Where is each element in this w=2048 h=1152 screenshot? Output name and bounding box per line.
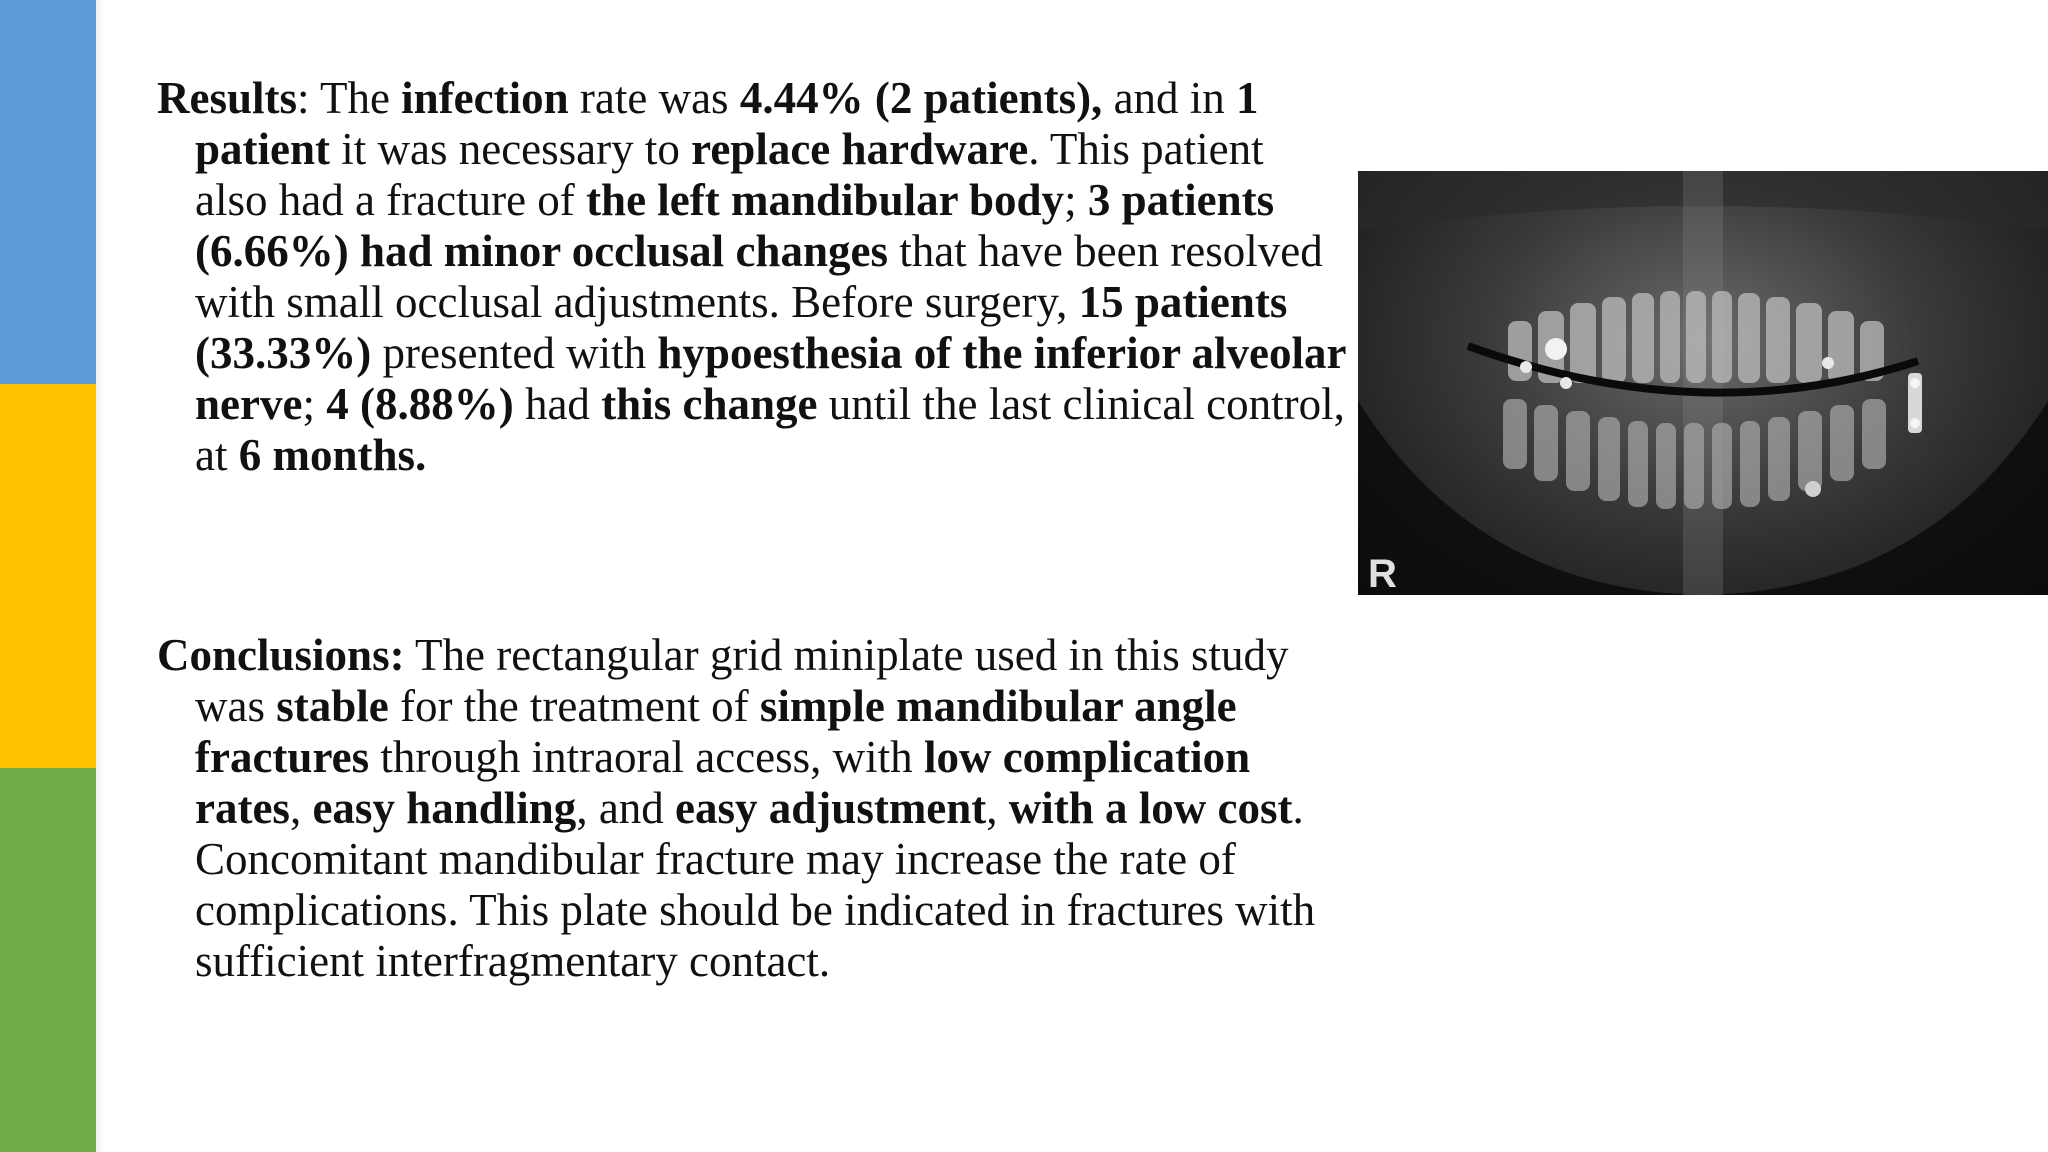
- results-emphasis: hypoesthesia of the inferior alveolar nerve: [195, 328, 1346, 429]
- results-text: had: [513, 379, 602, 429]
- results-text: presented with: [371, 328, 658, 378]
- conclusions-text: The rectangular grid miniplate used in this study was: [195, 630, 1289, 731]
- conclusions-emphasis: simple mandibular angle fractures: [195, 681, 1237, 782]
- xray-drawing: [1358, 171, 2048, 595]
- conclusions-emphasis: low complication rates: [195, 732, 1251, 833]
- panoramic-xray-image: [1358, 171, 2048, 595]
- conclusions-text: . Concomitant mandibular fracture may increase the rate of complications. This plate should be indicated in fractures with sufficient interfragmentary contact.: [195, 783, 1316, 986]
- results-text: ;: [302, 379, 327, 429]
- results-emphasis: infection: [401, 73, 569, 123]
- results-emphasis: 1 patient: [195, 73, 1259, 174]
- conclusions-emphasis: easy handling: [312, 783, 577, 833]
- results-text: ;: [1064, 175, 1088, 225]
- results-text: that have been resolved with small occlusal adjustments. Before surgery,: [195, 226, 1323, 327]
- xray-marker: R: [1368, 552, 1397, 595]
- results-label: Results: [157, 73, 298, 123]
- accent-bar-yellow: [0, 384, 96, 768]
- results-text: : The: [297, 73, 402, 123]
- conclusions-emphasis: with a low cost: [1008, 783, 1293, 833]
- conclusions-text: ,: [986, 783, 1009, 833]
- conclusions-text: for the treatment of: [388, 681, 760, 731]
- accent-bar-blue: [0, 0, 96, 384]
- results-emphasis: 4.44% (2 patients),: [739, 73, 1103, 123]
- conclusions-label: Conclusions:: [157, 630, 405, 680]
- results-emphasis: the left mandibular body: [586, 175, 1065, 225]
- conclusions-paragraph: [157, 630, 1347, 987]
- results-text: rate was: [568, 73, 740, 123]
- conclusions-emphasis: stable: [276, 681, 389, 731]
- accent-bar: [0, 0, 96, 1152]
- results-text: it was necessary to: [330, 124, 692, 174]
- results-paragraph: [157, 73, 1347, 481]
- results-text: until the last clinical control, at: [195, 379, 1345, 480]
- accent-bar-green: [0, 768, 96, 1152]
- results-emphasis: 6 months.: [238, 430, 427, 480]
- results-emphasis: replace hardware: [691, 124, 1029, 174]
- results-text: . This patient also had a fracture of: [195, 124, 1264, 225]
- results-emphasis: this change: [601, 379, 818, 429]
- results-emphasis: 15 patients (33.33%): [195, 277, 1288, 378]
- conclusions-emphasis: easy adjustment: [675, 783, 987, 833]
- conclusions-text: , and: [576, 783, 676, 833]
- conclusions-text: through intraoral access, with: [369, 732, 924, 782]
- conclusions-text: ,: [289, 783, 313, 833]
- results-emphasis: 3 patients (6.66%) had minor occlusal changes: [195, 175, 1275, 276]
- results-text: and in: [1102, 73, 1237, 123]
- results-emphasis: 4 (8.88%): [326, 379, 514, 429]
